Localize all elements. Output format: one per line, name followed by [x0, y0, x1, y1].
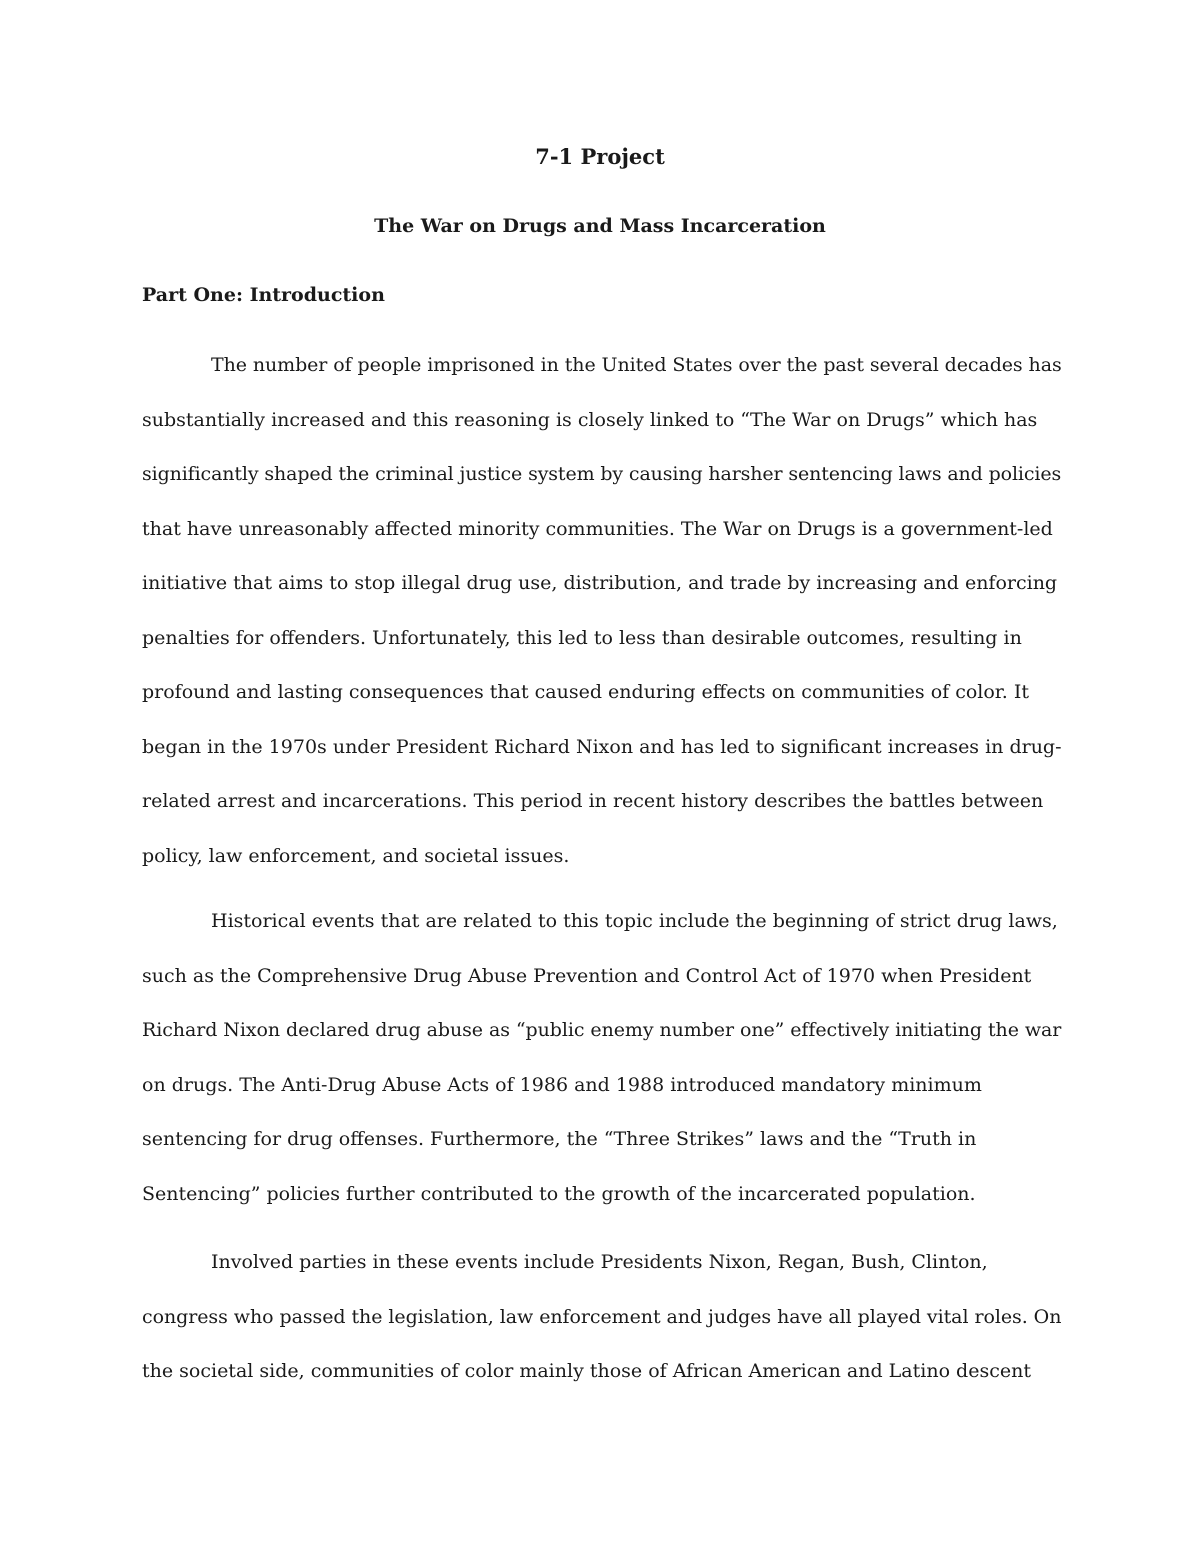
- paragraph-line: such as the Comprehensive Drug Abuse Prevention and Control Act of 1970 when President: [142, 964, 1032, 987]
- paragraph-line: substantially increased and this reasoning is closely linked to “The War on Drugs” which has: [142, 408, 1038, 431]
- paragraph-line: the societal side, communities of color mainly those of African American and Latino descent: [142, 1360, 1031, 1382]
- paragraph-line: significantly shaped the criminal justice system by causing harsher sentencing laws and policies: [142, 463, 1062, 485]
- paragraph-line: The number of people imprisoned in the United States over the past several decades has: [211, 354, 1062, 376]
- paragraph-line: Involved parties in these events include Presidents Nixon, Regan, Bush, Clinton,: [211, 1251, 988, 1273]
- paragraph-line: profound and lasting consequences that caused enduring effects on communities of color. It: [142, 681, 1030, 703]
- paragraph-line: related arrest and incarcerations. This period in recent history describes the battles between: [142, 790, 1044, 812]
- paragraph-line: on drugs. The Anti-Drug Abuse Acts of 1986 and 1988 introduced mandatory minimum: [142, 1073, 982, 1096]
- document-title: 7-1 Project: [535, 144, 665, 169]
- paragraph-line: congress who passed the legislation, law enforcement and judges have all played vital roles. On: [142, 1305, 1062, 1328]
- paragraph-line: Richard Nixon declared drug abuse as “public enemy number one” effectively initiating the war: [142, 1019, 1062, 1041]
- paragraph-line: Sentencing” policies further contributed to the growth of the incarcerated population.: [142, 1182, 976, 1205]
- paragraph-line: policy, law enforcement, and societal issues.: [142, 844, 570, 867]
- document-subtitle: The War on Drugs and Mass Incarceration: [374, 215, 826, 237]
- paragraph-line: began in the 1970s under President Richard Nixon and has led to significant increases in drug-: [142, 735, 1062, 758]
- paragraph-line: penalties for offenders. Unfortunately, this led to less than desirable outcomes, resulting in: [142, 626, 1022, 649]
- section-heading: Part One: Introduction: [142, 284, 385, 306]
- paragraph-line: sentencing for drug offenses. Furthermore, the “Three Strikes” laws and the “Truth in: [142, 1128, 977, 1150]
- paragraph-2: [142, 894, 1062, 1221]
- paragraph-line: that have unreasonably affected minority communities. The War on Drugs is a government-led: [142, 517, 1053, 540]
- paragraph-line: initiative that aims to stop illegal drug use, distribution, and trade by increasing and enforcing: [142, 572, 1058, 594]
- paragraph-line: Historical events that are related to this topic include the beginning of strict drug laws,: [211, 910, 1058, 932]
- paragraph-3: [142, 1235, 1062, 1399]
- paragraph-1: [142, 338, 1062, 883]
